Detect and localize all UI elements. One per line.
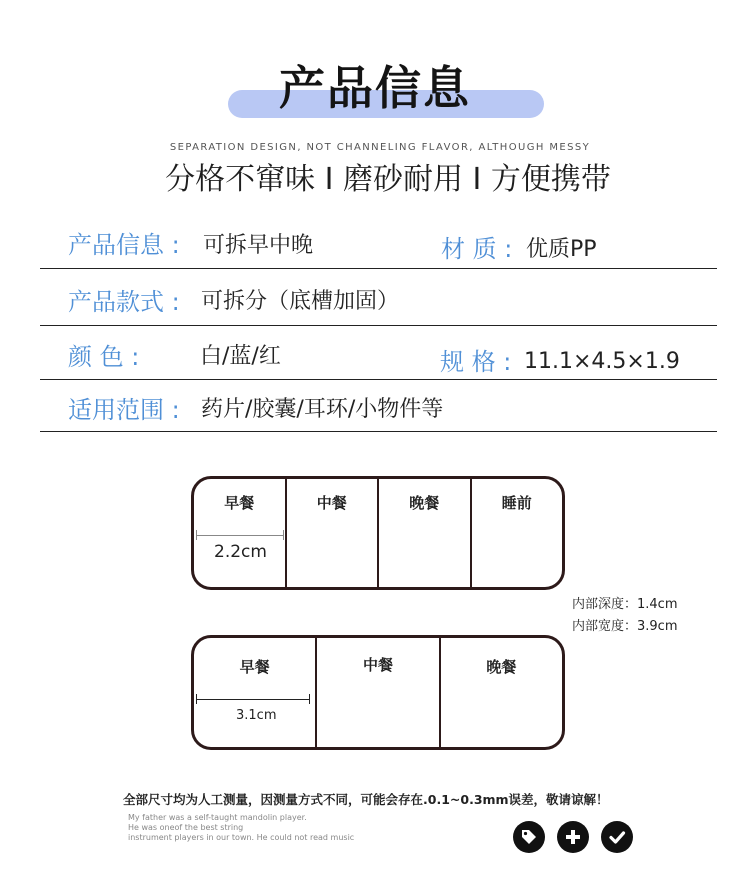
compartment-label: 晚餐 bbox=[409, 494, 440, 512]
width-measure-label: 3.1cm bbox=[236, 708, 277, 723]
compartment-lunch bbox=[287, 479, 380, 587]
tag-icon bbox=[513, 821, 545, 853]
subtitle-english: SEPARATION DESIGN, NOT CHANNELING FLAVOR, ALTHOUGH MESSY bbox=[169, 142, 591, 153]
divider bbox=[40, 379, 717, 380]
info-label-size: 规 格 : bbox=[440, 348, 512, 376]
measure-tick bbox=[283, 530, 284, 540]
pill-box-three-compartment bbox=[191, 635, 565, 750]
info-value-material: 优质PP bbox=[526, 237, 597, 262]
width-measure-line bbox=[196, 535, 284, 536]
compartment-label: 中餐 bbox=[362, 656, 393, 674]
measure-tick bbox=[196, 530, 197, 540]
spec-inner-width: 内部宽度：3.9cm bbox=[572, 619, 678, 634]
english-caption-line: He was oneof the best string bbox=[128, 823, 244, 832]
width-measure-label: 2.2cm bbox=[214, 542, 267, 562]
english-caption-line: instrument players in our town. He could not read music bbox=[128, 833, 355, 842]
compartment-lunch bbox=[317, 638, 440, 747]
info-value-product: 可拆早中晚 bbox=[203, 233, 314, 258]
compartment-dinner bbox=[379, 479, 472, 587]
info-label-material: 材 质 : bbox=[441, 235, 513, 263]
divider bbox=[40, 431, 717, 432]
info-value-size: 11.1×4.5×1.9 bbox=[524, 349, 680, 374]
compartment-label: 早餐 bbox=[239, 658, 270, 676]
compartment-label: 中餐 bbox=[316, 494, 347, 512]
compartment-label: 早餐 bbox=[224, 494, 255, 512]
spec-inner-depth: 内部深度：1.4cm bbox=[572, 597, 678, 612]
info-value-style: 可拆分（底槽加固） bbox=[201, 289, 400, 314]
compartment-dinner bbox=[441, 638, 562, 747]
info-label-style: 产品款式 : bbox=[68, 288, 180, 316]
info-label-product: 产品信息 : bbox=[68, 231, 180, 259]
compartment-breakfast bbox=[194, 479, 287, 587]
divider bbox=[40, 268, 717, 269]
tagline: 分格不窜味 I 磨砂耐用 I 方便携带 bbox=[165, 162, 611, 197]
pill-box-four-compartment bbox=[191, 476, 565, 590]
width-measure-line bbox=[196, 699, 310, 700]
divider bbox=[40, 325, 717, 326]
info-value-color: 白/蓝/红 bbox=[200, 344, 281, 369]
english-caption-line: My father was a self-taught mandolin player. bbox=[128, 813, 307, 822]
measure-tick bbox=[309, 694, 310, 704]
plus-icon bbox=[557, 821, 589, 853]
info-label-color: 颜 色 : bbox=[68, 343, 140, 371]
info-value-usage: 药片/胶囊/耳环/小物件等 bbox=[201, 397, 444, 422]
compartment-breakfast bbox=[194, 638, 317, 747]
measure-tick bbox=[196, 694, 197, 704]
page-title: 产品信息 bbox=[279, 61, 471, 115]
compartment-label: 晚餐 bbox=[486, 658, 517, 676]
compartment-bedtime bbox=[472, 479, 563, 587]
check-icon bbox=[601, 821, 633, 853]
info-label-usage: 适用范围 : bbox=[68, 396, 180, 424]
compartment-label: 睡前 bbox=[501, 494, 532, 512]
measurement-disclaimer: 全部尺寸均为人工测量，因测量方式不同，可能会存在.0.1~0.3mm误差，敬请谅解！ bbox=[123, 792, 609, 807]
